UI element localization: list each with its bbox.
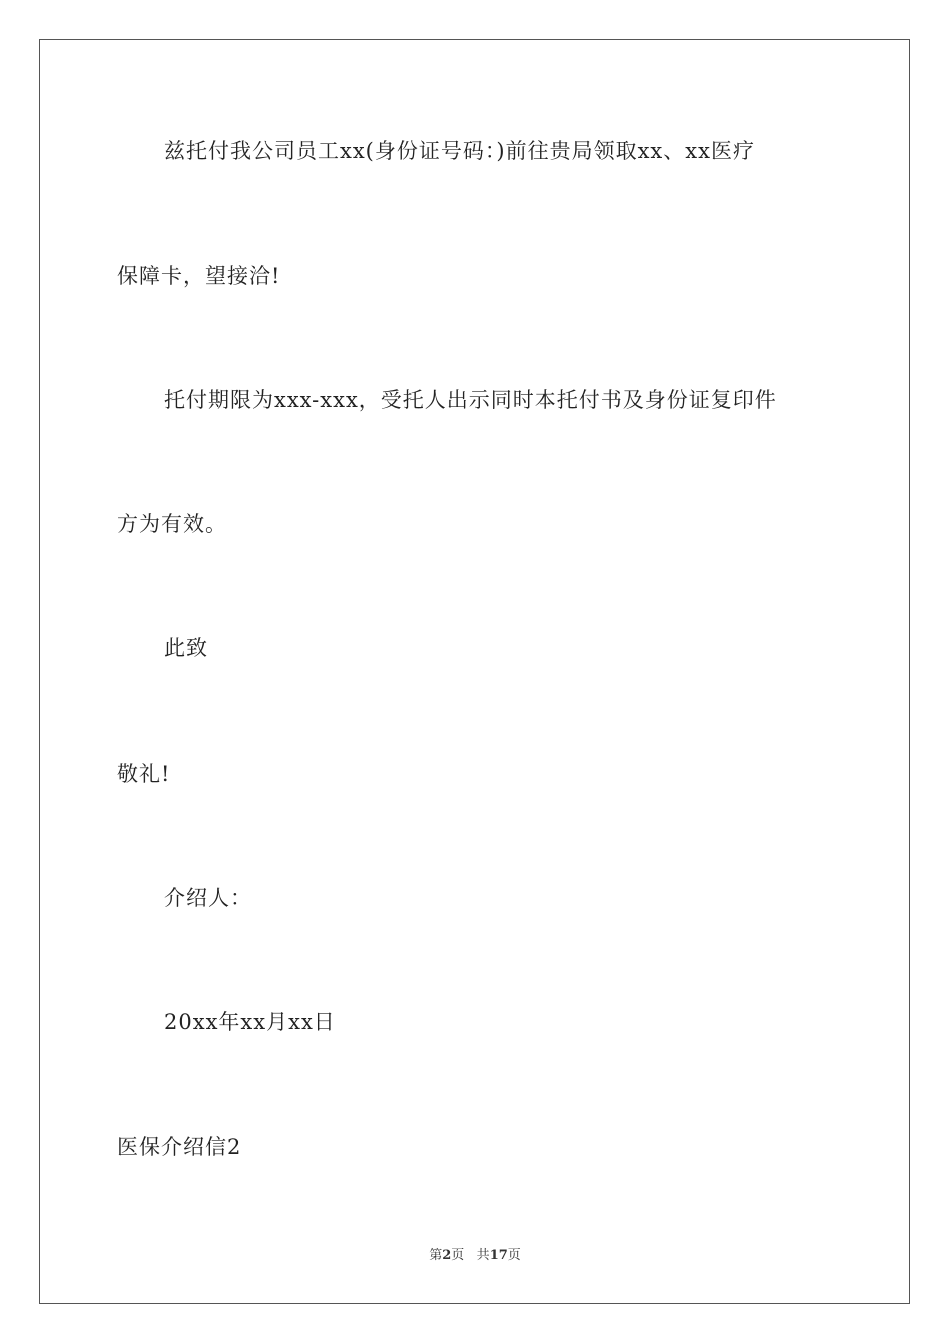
paragraph-2-line-2: 方为有效。 [117, 512, 227, 536]
footer-total-pages: 17 [489, 1248, 508, 1263]
date-line: 20xx年xx月xx日 [164, 1010, 336, 1034]
page-frame [39, 39, 910, 1304]
closing-regards: 敬礼! [117, 762, 171, 786]
footer-page-number: 2 [442, 1248, 452, 1263]
page-footer [0, 1247, 950, 1265]
paragraph-2-line-1: 托付期限为xxx-xxx，受托人出示同时本托付书及身份证复印件 [164, 388, 777, 412]
next-document-title: 医保介绍信2 [117, 1135, 242, 1159]
closing-salutation: 此致 [164, 636, 208, 660]
footer-page-suffix: 页 [451, 1248, 465, 1263]
introducer-label: 介绍人： [164, 886, 252, 910]
footer-page-prefix: 第 [429, 1248, 443, 1263]
footer-total-prefix: 共 [476, 1248, 490, 1263]
paragraph-1-line-2: 保障卡，望接洽! [117, 264, 281, 288]
paragraph-1-line-1: 兹托付我公司员工xx(身份证号码：)前往贵局领取xx、xx医疗 [164, 139, 755, 163]
footer-total-suffix: 页 [507, 1248, 521, 1263]
